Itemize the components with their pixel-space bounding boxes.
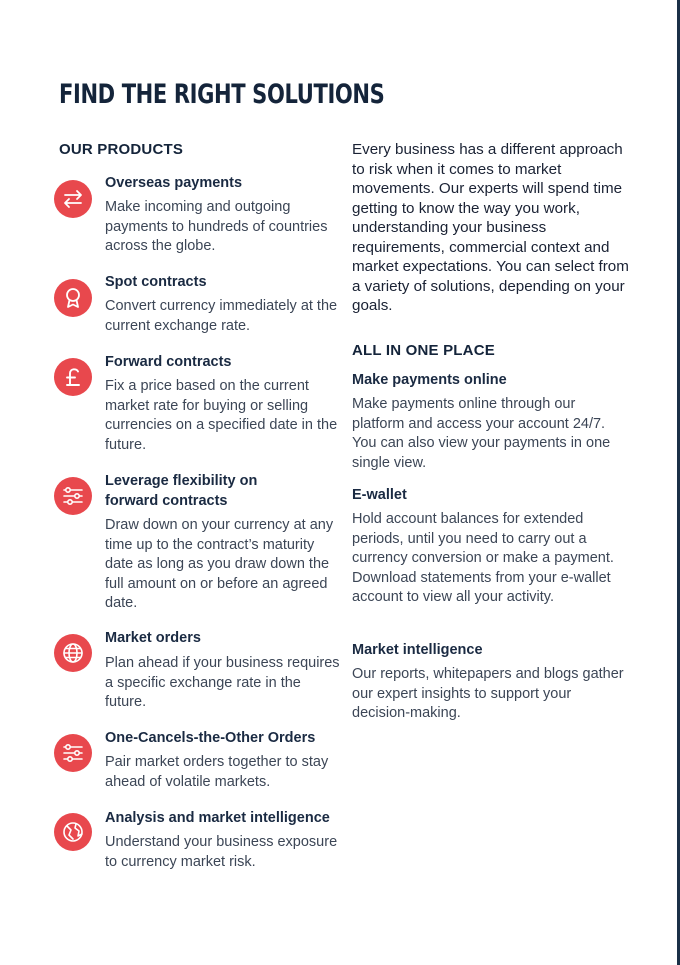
product-title-oco-orders: One-Cancels-the-Other Orders [105, 730, 316, 746]
product-desc-leverage-flexibility: Draw down on your currency at any time up to the contract’s maturity date as long as you draw down the full amount on or before an agreed date. [105, 517, 334, 611]
product-desc-spot-contracts: Convert currency immediately at the current exchange rate. [105, 298, 338, 334]
product-desc-analysis: Understand your business exposure to currency market risk. [105, 834, 338, 870]
product-title-market-orders: Market orders [105, 630, 201, 646]
award-ribbon-icon [54, 279, 92, 317]
intro-paragraph: Every business has a different approach to risk when it comes to market movements. Our experts will spend time getting to know the way you work, understanding your business requirements, commercial context and market expectations. You can select from a variety of solutions, depending on your goals. [352, 141, 629, 314]
product-desc-oco-orders: Pair market orders together to stay ahead of volatile markets. [105, 754, 329, 790]
feature-desc-market-intelligence: Our reports, whitepapers and blogs gather our expert insights to support your decision-making. [352, 666, 624, 721]
feature-desc-make-payments-online: Make payments online through our platform and access your account 24/7. You can also view your payments in one single view. [352, 396, 611, 471]
all-in-one-place-heading: ALL IN ONE PLACE [352, 342, 495, 359]
pound-sign-icon [54, 358, 92, 396]
page-title: FIND THE RIGHT SOLUTIONS [59, 79, 385, 110]
globe-icon [54, 634, 92, 672]
product-title-overseas-payments: Overseas payments [105, 175, 243, 191]
feature-title-market-intelligence: Market intelligence [352, 642, 483, 658]
product-desc-market-orders: Plan ahead if your business requires a specific exchange rate in the future. [105, 655, 340, 710]
product-title-leverage-flexibility: Leverage flexibility on forward contracts [105, 473, 258, 509]
product-title-spot-contracts: Spot contracts [105, 274, 207, 290]
exchange-arrows-icon [54, 180, 92, 218]
feature-desc-e-wallet: Hold account balances for extended periods, until you need to carry out a currency conversion or make a payment. Download statements from your e-wallet account to view all your activity. [352, 511, 614, 605]
feature-title-e-wallet: E-wallet [352, 487, 407, 503]
our-products-heading: OUR PRODUCTS [59, 141, 184, 158]
product-title-analysis: Analysis and market intelligence [105, 810, 330, 826]
product-desc-forward-contracts: Fix a price based on the current market rate for buying or selling currencies on a specified date in the future. [105, 378, 338, 453]
product-desc-overseas-payments: Make incoming and outgoing payments to hundreds of countries across the globe. [105, 199, 328, 254]
globe-network-icon [54, 813, 92, 851]
sliders-icon [54, 477, 92, 515]
feature-title-make-payments-online: Make payments online [352, 372, 507, 388]
sliders-icon [54, 734, 92, 772]
product-title-forward-contracts: Forward contracts [105, 354, 232, 370]
